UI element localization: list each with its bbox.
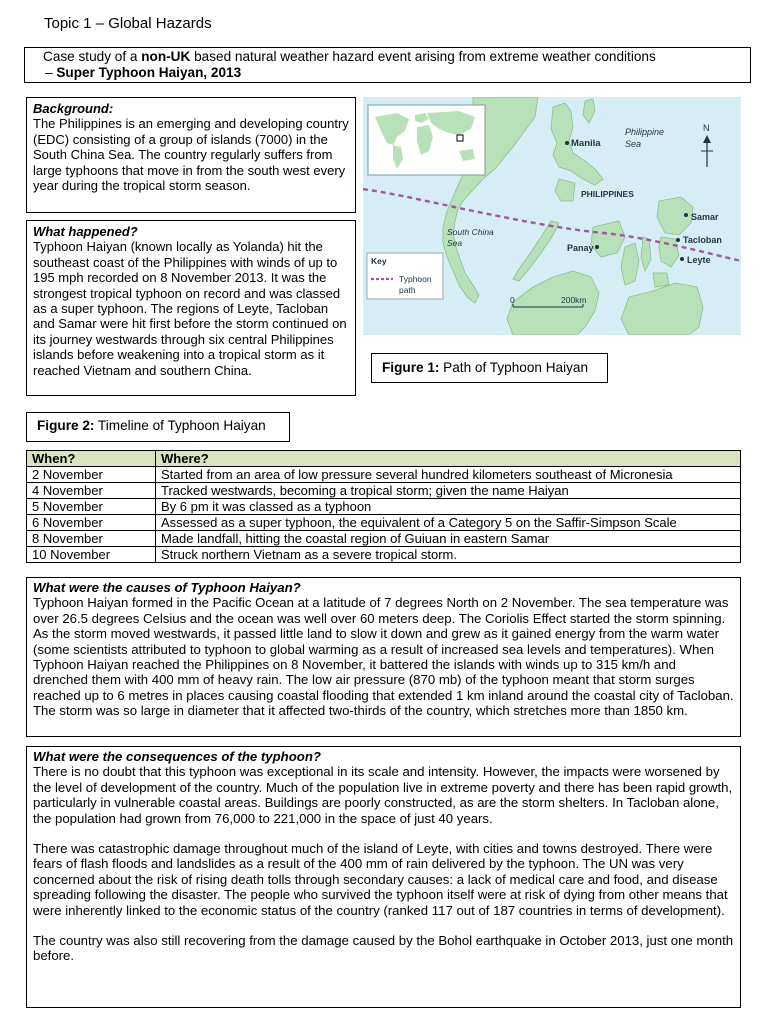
key-path: path: [399, 285, 416, 295]
timeline-event: Started from an area of low pressure several hundred kilometers southeast of Micronesia: [156, 467, 741, 483]
map-label-tacloban: Tacloban: [683, 235, 722, 245]
timeline-header-where: Where?: [156, 451, 741, 467]
case-study-non-uk: non-UK: [141, 49, 191, 64]
scale-zero: 0: [510, 295, 515, 305]
timeline-date: 4 November: [27, 483, 156, 499]
timeline-event: Assessed as a super typhoon, the equivalent of a Category 5 on the Saffir-Simpson Scale: [156, 515, 741, 531]
world-inset-map: [368, 105, 485, 175]
scale-distance: 200km: [561, 295, 587, 305]
what-happened-text: Typhoon Haiyan (known locally as Yolanda) hit the southeast coast of the Philippines with winds of up to 195 mph recorded on 8 November 2013. It was the strongest tropical typhoon on record and was classed as a super typhoon. The regions of Leyte, Tacloban and Samar were hit first before the storm continued on its journey westwards through six central Philippines islands before weakening into a tropical storm as it reached Vietnam and southern China.: [33, 239, 347, 378]
figure-1-caption: [371, 353, 608, 383]
timeline-header-row: [27, 451, 741, 467]
consequences-paragraph-2: There was catastrophic damage throughout much of the island of Leyte, with cities and towns destroyed. There were fears of flash floods and landslides as a result of the 400 mm of rain delivered by the typhoon. The UN was very concerned about the risk of rising death tolls through secondary causes: a lack of medical care and food, and disease spreading following the disaster. The people who survived the typhoon itself were at risk of dying from other means that were inherently linked to the economic status of the country (ranked 117 out of 187 countries in terms of development).: [33, 841, 728, 918]
timeline-date: 2 November: [27, 467, 156, 483]
map-label-philippine-sea-2: Sea: [625, 139, 642, 149]
case-study-prefix: Case study of a: [43, 49, 142, 64]
table-row: [27, 467, 741, 483]
tacloban-dot: [676, 238, 680, 242]
case-study-suffix: based natural weather hazard event arising from extreme weather conditions: [190, 49, 656, 64]
table-row: [27, 515, 741, 531]
case-study-box: [24, 47, 751, 83]
table-row: [27, 531, 741, 547]
timeline-date: 8 November: [27, 531, 156, 547]
case-study-line-1: [43, 49, 750, 65]
causes-text: Typhoon Haiyan formed in the Pacific Ocean at a latitude of 7 degrees North on 2 November. The sea temperature was over 26.5 degrees Celsius and the ocean was well over 60 meters deep. The Coriolis Effect started the storm spinning. As the storm moved westwards, it passed little land to slow it down and grew as it gained energy from the warm water (some scientists attributed to typhoon to global warming as a result of increased sea levels and temperatures). When Typhoon Haiyan reached the Philippines on 8 November, it battered the islands with winds up to 315 km/h and drenched them with 400 mm of heavy rain. The low air pressure (870 mb) of the typhoon meant that storm surges reached up to 6 metres in places causing coastal flooding that extended 1 km inland around the coastal city of Tacloban. The storm was so large in diameter that it affected two-thirds of the country, which stretches more than 1850 km.: [33, 595, 734, 719]
map-label-leyte: Leyte: [687, 255, 711, 265]
background-box: [26, 97, 356, 213]
bohol-island: [653, 273, 669, 287]
figure-1-label: Figure 1:: [382, 360, 440, 375]
table-row: [27, 547, 741, 563]
timeline-date: 10 November: [27, 547, 156, 563]
background-heading: Background:: [33, 101, 114, 116]
key-title: Key: [371, 256, 387, 266]
case-study-dash: –: [45, 65, 57, 80]
causes-heading: What were the causes of Typhoon Haiyan?: [33, 580, 301, 595]
key-typhoon: Typhoon: [399, 274, 432, 284]
map-key: [367, 253, 443, 299]
consequences-box: [26, 746, 741, 1008]
manila-dot: [565, 141, 569, 145]
timeline-event: Made landfall, hitting the coastal region of Guiuan in eastern Samar: [156, 531, 741, 547]
timeline-event: By 6 pm it was classed as a typhoon: [156, 499, 741, 515]
consequences-paragraph-3: The country was also still recovering from the damage caused by the Bohol earthquake in October 2013, just one month before.: [33, 933, 734, 964]
consequences-paragraph-1: There is no doubt that this typhoon was exceptional in its scale and intensity. However, the impacts were worsened by the level of development of the country. Much of the population live in extreme poverty and there has been rapid growth, particularly in vulnerable coastal areas. Buildings are poorly constructed, as are the storm shelters. In Tacloban alone, the population had grown from 76,000 to 221,000 in the space of just 40 years.: [33, 764, 733, 826]
north-label: N: [703, 123, 710, 133]
typhoon-path-map: [363, 97, 741, 335]
timeline-table: [26, 450, 741, 563]
map-label-manila: Manila: [571, 138, 601, 149]
map-label-panay: Panay: [567, 243, 594, 253]
timeline-event: Tracked westwards, becoming a tropical storm; given the name Haiyan: [156, 483, 741, 499]
timeline-date: 6 November: [27, 515, 156, 531]
topic-title: Topic 1 – Global Hazards: [44, 15, 212, 32]
figure-2-text: Timeline of Typhoon Haiyan: [94, 418, 266, 433]
panay-dot: [595, 245, 599, 249]
table-row: [27, 483, 741, 499]
figure-2-caption: [26, 412, 290, 442]
table-row: [27, 499, 741, 515]
map-label-south-china-sea: South China: [447, 227, 494, 237]
timeline-event: Struck northern Vietnam as a severe tropical storm.: [156, 547, 741, 563]
figure-2-label: Figure 2:: [37, 418, 95, 433]
figure-1-text: Path of Typhoon Haiyan: [439, 360, 589, 375]
consequences-heading: What were the consequences of the typhoon?: [33, 749, 321, 764]
map-label-samar: Samar: [691, 212, 719, 222]
map-label-philippine-sea: Philippine: [625, 127, 665, 137]
map-svg: [363, 97, 741, 335]
timeline-date: 5 November: [27, 499, 156, 515]
map-label-philippines: PHILIPPINES: [581, 189, 634, 199]
background-text: The Philippines is an emerging and developing country (EDC) consisting of a group of islands (7000) in the South China Sea. The country regularly suffers from large typhoons that move in from the south west every year during the tropical storm season.: [33, 116, 349, 194]
what-happened-box: [26, 220, 356, 396]
leyte-dot: [680, 257, 684, 261]
causes-box: [26, 577, 741, 737]
case-study-line-2: [43, 65, 750, 81]
samar-dot: [684, 213, 688, 217]
map-label-south-china-sea-2: Sea: [447, 238, 463, 248]
case-study-event-name: Super Typhoon Haiyan, 2013: [56, 65, 242, 80]
timeline-header-when: When?: [27, 451, 156, 467]
what-happened-heading: What happened?: [33, 224, 138, 239]
